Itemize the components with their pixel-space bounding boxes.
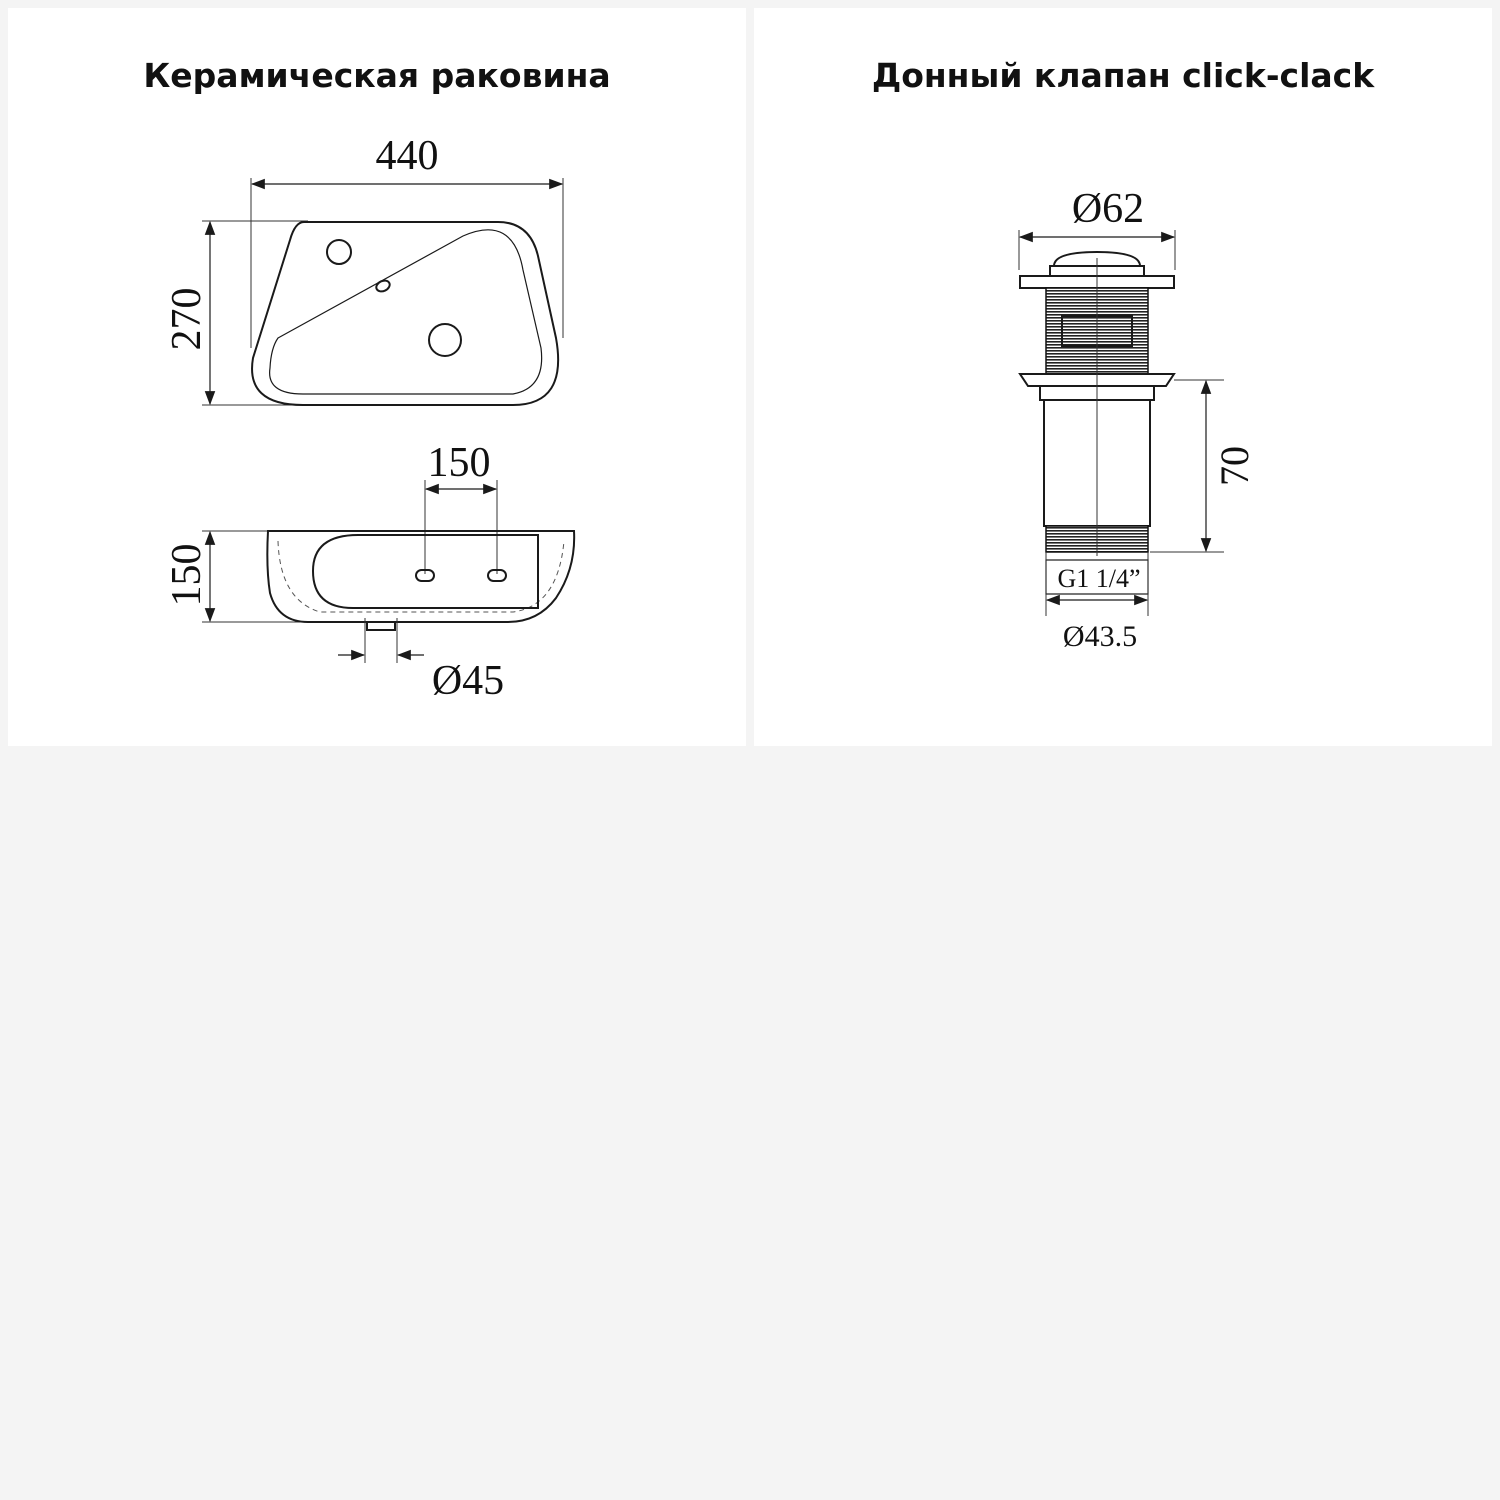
drain-outlet xyxy=(367,622,395,630)
drain-hole xyxy=(429,324,461,356)
drain-diameter-label: Ø45 xyxy=(431,658,505,704)
top-diameter-label: Ø62 xyxy=(1071,186,1145,232)
valve-body xyxy=(1019,230,1224,616)
sink-top-view xyxy=(202,178,563,405)
sink-top-outline xyxy=(252,222,558,405)
hole-spacing-label: 150 xyxy=(427,440,491,486)
sink-title: Керамическая раковина xyxy=(143,56,611,95)
sink-bowl-outline xyxy=(270,230,542,394)
overflow-hole xyxy=(375,279,392,294)
valve-panel xyxy=(754,8,1492,746)
thread-label: G1 1/4” xyxy=(1057,564,1141,593)
width-label: 440 xyxy=(375,133,439,179)
sink-side-bowl-hidden xyxy=(278,541,564,612)
depth-label: 270 xyxy=(164,287,210,351)
sink-side-view xyxy=(202,480,574,663)
bottom-diameter-label: Ø43.5 xyxy=(1062,620,1138,653)
height-label: 150 xyxy=(164,543,210,607)
length-label: 70 xyxy=(1212,446,1257,486)
valve-drawing xyxy=(754,8,1492,746)
sink-drawing xyxy=(8,8,746,746)
valve-title: Донный клапан click-clack xyxy=(871,56,1375,95)
sink-panel xyxy=(8,8,746,746)
faucet-hole xyxy=(327,240,351,264)
